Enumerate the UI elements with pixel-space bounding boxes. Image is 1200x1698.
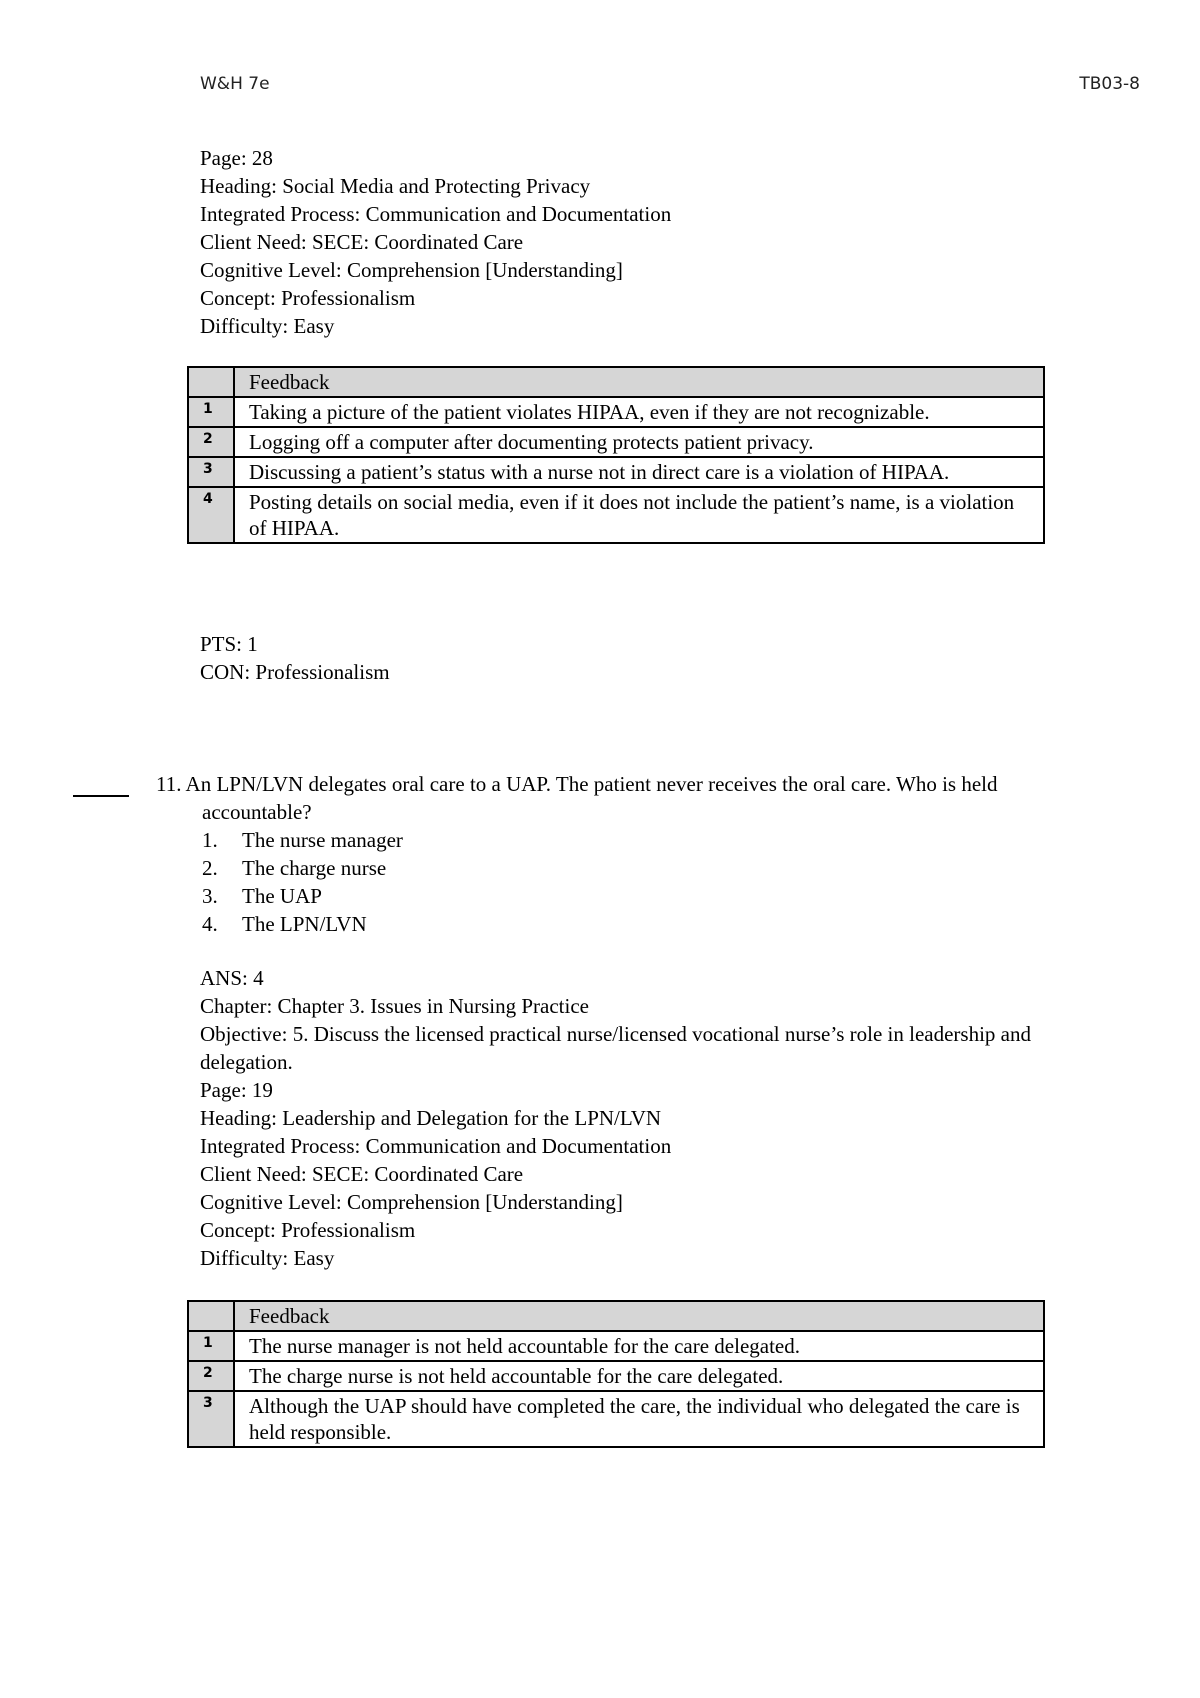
option-number: 4. [202, 912, 218, 936]
row-number: 4 [188, 487, 234, 543]
table-row [188, 397, 1044, 427]
row-feedback: Discussing a patient’s status with a nurse not in direct care is a violation of HIPAA. [234, 457, 1044, 487]
table-row [188, 1331, 1044, 1361]
question-stem: 11. An LPN/LVN delegates oral care to a UAP. The patient never receives the oral care. Who is held [156, 772, 998, 796]
q11-feedback-table [187, 1300, 1045, 1448]
row-number: 2 [188, 1361, 234, 1391]
option-item [202, 854, 1156, 882]
option-text: The UAP [242, 884, 322, 908]
meta-cognitive-level: Cognitive Level: Comprehension [Understanding] [200, 258, 623, 282]
header-num-cell [188, 1301, 234, 1331]
answer-options [156, 826, 1156, 938]
meta-answer: ANS: 4 [200, 966, 264, 990]
row-feedback: The charge nurse is not held accountable for the care delegated. [234, 1361, 1044, 1391]
option-number: 1. [202, 828, 218, 852]
meta-difficulty: Difficulty: Easy [200, 1246, 335, 1270]
meta-integrated-process: Integrated Process: Communication and Documentation [200, 202, 672, 226]
q10-metadata [200, 144, 1160, 340]
q11-metadata [200, 964, 1160, 1272]
points: PTS: 1 [200, 632, 258, 656]
option-item [202, 826, 1156, 854]
feedback-header: Feedback [234, 1301, 1044, 1331]
meta-objective-continued: delegation. [200, 1050, 293, 1074]
meta-difficulty: Difficulty: Easy [200, 314, 335, 338]
meta-objective: Objective: 5. Discuss the licensed practical nurse/licensed vocational nurse’s role in leadership and [200, 1022, 1031, 1046]
row-feedback: The nurse manager is not held accountable for the care delegated. [234, 1331, 1044, 1361]
table-row [188, 1391, 1044, 1447]
meta-heading: Heading: Leadership and Delegation for the LPN/LVN [200, 1106, 662, 1130]
running-header-right: TB03-8 [1079, 74, 1140, 94]
meta-integrated-process: Integrated Process: Communication and Documentation [200, 1134, 672, 1158]
running-header-left: W&H 7e [200, 74, 270, 94]
row-number: 1 [188, 1331, 234, 1361]
row-feedback: Although the UAP should have completed the care, the individual who delegated the care is held responsible. [234, 1391, 1044, 1447]
feedback-header: Feedback [234, 367, 1044, 397]
option-item [202, 910, 1156, 938]
q10-feedback-table [187, 366, 1045, 544]
meta-concept: Concept: Professionalism [200, 286, 416, 310]
q10-footer [200, 630, 1160, 686]
option-text: The nurse manager [242, 828, 403, 852]
option-number: 3. [202, 884, 218, 908]
table-header-row [188, 1301, 1044, 1331]
row-number: 3 [188, 457, 234, 487]
meta-heading: Heading: Social Media and Protecting Privacy [200, 174, 591, 198]
meta-chapter: Chapter: Chapter 3. Issues in Nursing Practice [200, 994, 589, 1018]
table-row [188, 1361, 1044, 1391]
row-number: 2 [188, 427, 234, 457]
meta-page: Page: 19 [200, 1078, 273, 1102]
question-stem-continued: accountable? [202, 800, 312, 824]
meta-page: Page: 28 [200, 146, 273, 170]
answer-blank [73, 795, 129, 797]
row-feedback: Logging off a computer after documenting protects patient privacy. [234, 427, 1044, 457]
row-feedback: Taking a picture of the patient violates HIPAA, even if they are not recognizable. [234, 397, 1044, 427]
meta-cognitive-level: Cognitive Level: Comprehension [Understanding] [200, 1190, 623, 1214]
row-number: 3 [188, 1391, 234, 1447]
meta-client-need: Client Need: SECE: Coordinated Care [200, 230, 524, 254]
row-feedback: Posting details on social media, even if it does not include the patient’s name, is a violation of HIPAA. [234, 487, 1044, 543]
option-text: The charge nurse [242, 856, 387, 880]
option-text: The LPN/LVN [242, 912, 367, 936]
question-11 [156, 770, 1156, 938]
concept-tag: CON: Professionalism [200, 660, 390, 684]
table-header-row [188, 367, 1044, 397]
row-number: 1 [188, 397, 234, 427]
table-row [188, 427, 1044, 457]
option-item [202, 882, 1156, 910]
table-row [188, 487, 1044, 543]
meta-client-need: Client Need: SECE: Coordinated Care [200, 1162, 524, 1186]
header-num-cell [188, 367, 234, 397]
meta-concept: Concept: Professionalism [200, 1218, 416, 1242]
option-number: 2. [202, 856, 218, 880]
table-row [188, 457, 1044, 487]
